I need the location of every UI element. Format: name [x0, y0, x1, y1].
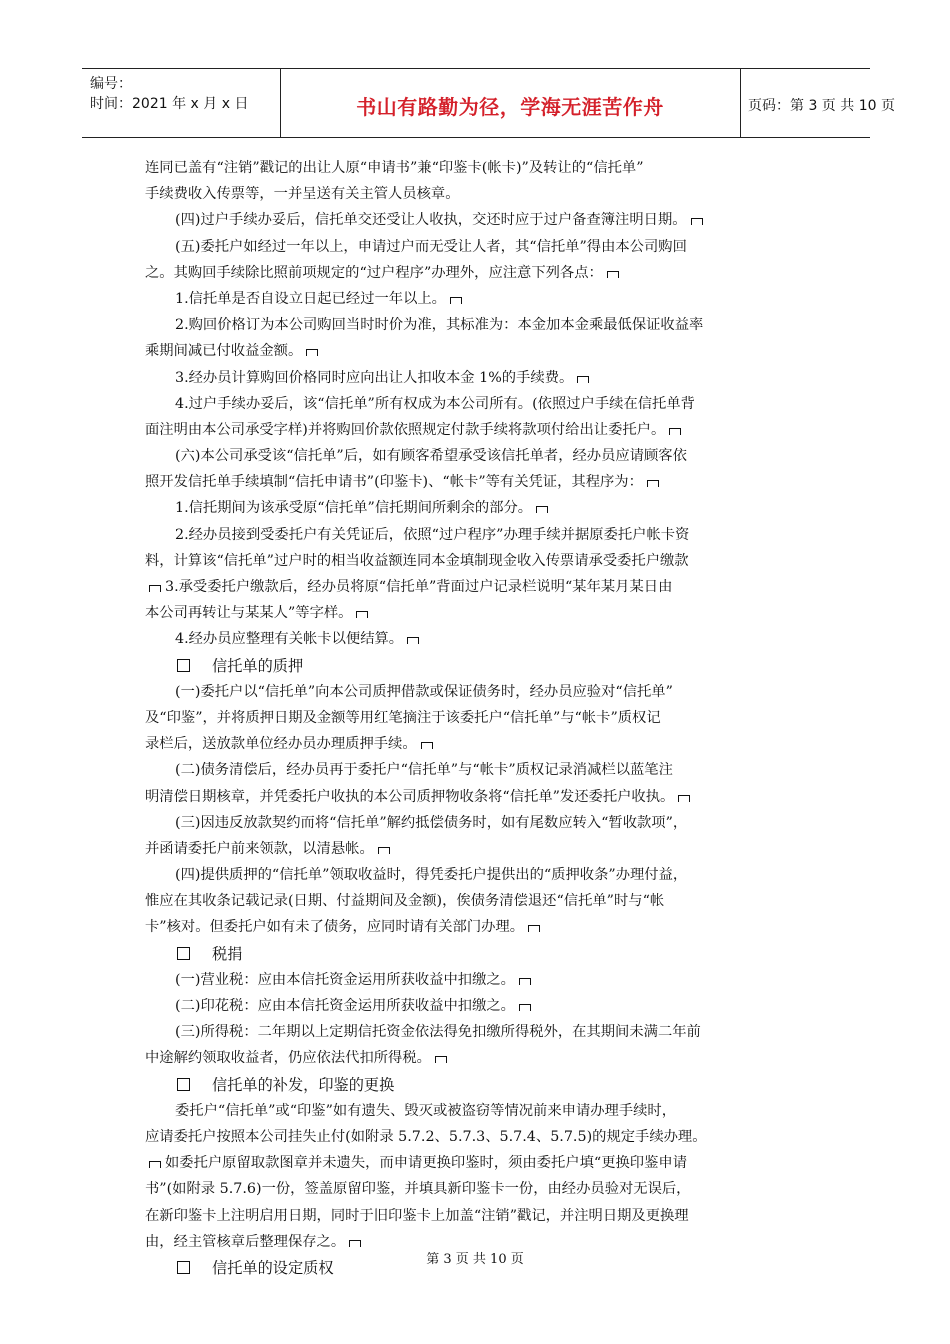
- paragraph-mark-icon: [678, 795, 690, 802]
- paragraph-mark-icon: [528, 925, 540, 932]
- text-line: 在新印鉴卡上注明启用日期，同时于旧印鉴卡上加盖“注销”戳记，并注明日期及更换理: [145, 1207, 689, 1224]
- text-line: 中途解约领取收益者，仍应依法代扣所得税。: [145, 1045, 815, 1071]
- text-line: (三)因违反放款契约而将“信托单”解约抵偿债务时，如有尾数应转入“暂收款项”，: [175, 814, 688, 831]
- paragraph-mark-icon: [306, 349, 318, 356]
- text-line: 书”(如附录 5.7.6)一份，签盖原留印鉴，并填具新印鉴卡一份，由经办员验对无误后，: [145, 1181, 691, 1198]
- header-motto-cell: [280, 69, 741, 137]
- text-line: (二)印花税：应由本信托资金运用所获收益中扣缴之。: [145, 993, 815, 1019]
- document-body: [145, 155, 815, 1281]
- paragraph-mark-icon: [450, 297, 462, 304]
- text-line: 卡”核对。但委托户如有未了债务，应同时请有关部门办理。: [145, 914, 815, 940]
- paragraph-mark-icon: [647, 480, 659, 487]
- text-line: 委托户“信托单”或“印鉴”如有遗失、毁灭或被盗窃等情况前来申请办理手续时，: [175, 1102, 677, 1119]
- text-line: 4.过户手续办妥后，该“信托单”所有权成为本公司所有。(依照过户手续在信托单背: [175, 395, 695, 412]
- text-line: 如委托户原留取款图章并未遗失，而申请更换印鉴时，须由委托户填“更换印鉴申请: [145, 1150, 815, 1176]
- text-line: 连同已盖有“注销”戳记的出让人原“申请书”兼“印鉴卡(帐卡)”及转让的“信托单”: [145, 160, 644, 176]
- header-page-cell: [740, 69, 895, 137]
- paragraph-mark-icon: [378, 847, 390, 854]
- text-line: (三)所得税：二年期以上定期信托资金依法得免扣缴所得税外，在其期间未满二年前: [175, 1024, 701, 1041]
- text-line: 明清偿日期核章，并凭委托户收执的本公司质押物收条将“信托单”发还委托户收执。: [145, 784, 815, 810]
- section-heading: 信托单的补发，印鉴的更换: [145, 1072, 815, 1098]
- paragraph-mark-icon: [577, 376, 589, 383]
- number-label: 编号：: [90, 76, 132, 92]
- text-line: 惟应在其收条记载记录(日期、付益期间及金额)，俟债务清偿退还“信托单”时与“帐: [145, 893, 665, 910]
- text-line: 3.经办员计算购回价格同时应向出让人扣收本金 1%的手续费。: [145, 365, 815, 391]
- motto: 书山有路勤为径，学海无涯苦作舟: [356, 95, 664, 119]
- checkbox-bullet-icon: [177, 659, 190, 672]
- paragraph-mark-icon: [421, 742, 433, 749]
- text-line: 应请委托户按照本公司挂失止付(如附录 5.7.2、5.7.3、5.7.4、5.7.5)的规定手续办理。: [145, 1128, 707, 1145]
- paragraph-mark-icon: [536, 506, 548, 513]
- page-footer: 第 3 页 共 10 页: [426, 1252, 524, 1267]
- paragraph-mark-icon: [669, 428, 681, 435]
- text-line: 1.信托期间为该承受原“信托单”信托期间所剩余的部分。: [145, 495, 815, 521]
- section-heading: 信托单的质押: [145, 653, 815, 679]
- text-line: 4.经办员应整理有关帐卡以便结算。: [145, 626, 815, 652]
- paragraph-mark-icon: [349, 1240, 361, 1247]
- text-line: (一)营业税：应由本信托资金运用所获收益中扣缴之。: [145, 967, 815, 993]
- text-line: 2.经办员接到受委托户有关凭证后，依照“过户程序”办理手续并据原委托户帐卡资: [175, 526, 690, 543]
- text-line: 照开发信托单手续填制“信托申请书”(印鉴卡)、“帐卡”等有关凭证，其程序为：: [145, 469, 815, 495]
- text-line: 料，计算该“信托单”过户时的相当收益额连同本金填制现金收入传票请承受委托户缴款: [145, 552, 689, 569]
- text-line: (四)提供质押的“信托单”领取收益时，得凭委托户提供出的“质押收条”办理付益，: [175, 867, 688, 884]
- text-line: 1.信托单是否自设立日起已经过一年以上。: [145, 286, 815, 312]
- text-line: 乘期间减已付收益金额。: [145, 338, 815, 364]
- paragraph-mark-icon: [356, 611, 368, 618]
- text-line: 由，经主管核章后整理保存之。: [145, 1229, 815, 1255]
- page-header: [82, 68, 895, 138]
- section-heading: 信托单的设定质权: [145, 1255, 815, 1281]
- text-line: (四)过户手续办妥后，信托单交还受让人收执，交还时应于过户备查簿注明日期。: [145, 207, 815, 233]
- paragraph-mark-icon: [435, 1056, 447, 1063]
- checkbox-bullet-icon: [177, 947, 190, 960]
- text-line: (一)委托户以“信托单”向本公司质押借款或保证债务时，经办员应验对“信托单”: [175, 683, 673, 700]
- text-line: (五)委托户如经过一年以上，申请过户而无受让人者，其“信托单”得由本公司购回: [175, 238, 687, 255]
- header-info-cell: [82, 69, 281, 137]
- text-line: 3.承受委托户缴款后，经办员将原“信托单”背面过户记录栏说明“某年某月某日由: [145, 574, 815, 600]
- paragraph-mark-icon: [607, 271, 619, 278]
- text-line: 本公司再转让与某某人”等字样。: [145, 600, 815, 626]
- paragraph-mark-icon: [149, 1161, 161, 1168]
- text-line: 手续费收入传票等，一并呈送有关主管人员核章。: [145, 186, 460, 203]
- text-line: 之。其购回手续除比照前项规定的“过户程序”办理外，应注意下列各点：: [145, 260, 815, 286]
- paragraph-mark-icon: [519, 978, 531, 985]
- section-heading: 税捐: [145, 941, 815, 967]
- text-line: 及“印鉴”，并将质押日期及金额等用红笔摘注于该委托户“信托单”与“帐卡”质权记: [145, 709, 661, 726]
- header-page-number: 页码：第 3 页 共 10 页: [748, 98, 895, 114]
- text-line: (六)本公司承受该“信托单”后，如有顾客希望承受该信托单者，经办员应请顾客依: [175, 448, 687, 465]
- paragraph-mark-icon: [149, 585, 161, 592]
- paragraph-mark-icon: [519, 1004, 531, 1011]
- paragraph-mark-icon: [407, 637, 419, 644]
- paragraph-mark-icon: [691, 218, 703, 225]
- checkbox-bullet-icon: [177, 1078, 190, 1091]
- text-line: 面注明由本公司承受字样)并将购回价款依照规定付款手续将款项付给出让委托户。: [145, 417, 815, 443]
- text-line: 2.购回价格订为本公司购回当时时价为准，其标准为：本金加本金乘最低保证收益率: [175, 317, 704, 334]
- text-line: (二)债务清偿后，经办员再于委托户“信托单”与“帐卡”质权记录消减栏以蓝笔注: [175, 762, 673, 779]
- text-line: 录栏后，送放款单位经办员办理质押手续。: [145, 731, 815, 757]
- date-label: 时间：2021 年 x 月 x 日: [90, 96, 249, 112]
- text-line: 并函请委托户前来领款，以清悬帐。: [145, 836, 815, 862]
